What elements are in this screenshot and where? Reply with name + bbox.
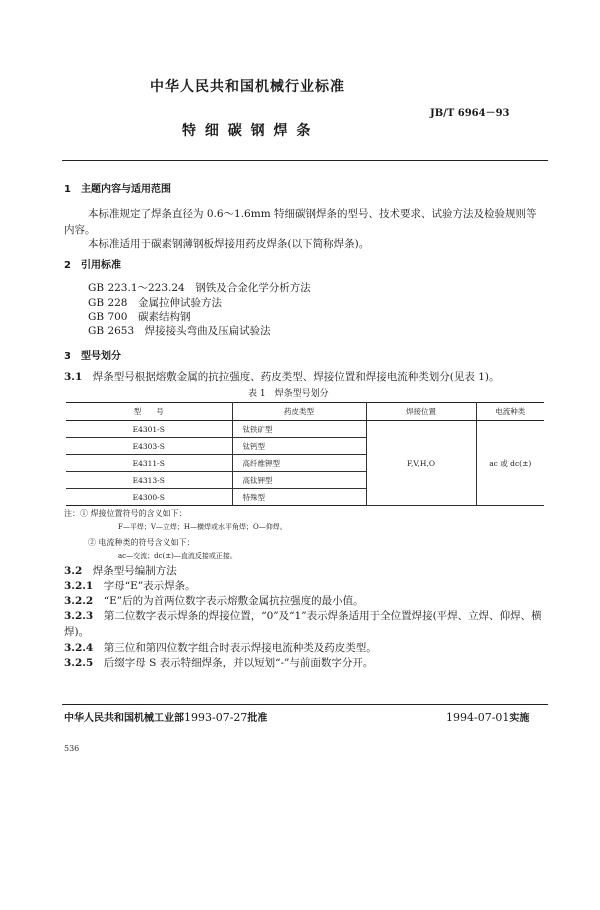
clause-item-continuation: 焊)。 [64,626,90,638]
section-1-para1-line1: 本标准规定了焊条直径为 0.6～1.6mm 特细碳钢焊条的型号、技术要求、试验方法及检验规则等 [88,208,537,220]
table-note-2: ② 电流种类的符号含义如下： [88,538,195,547]
header-coating: 药皮类型 [232,403,366,421]
cell-model: E4300-S [66,489,232,506]
section-1-heading: 1 主题内容与适用范围 [64,184,171,195]
header-current: 电流种类 [476,403,544,421]
cell-coating: 钛铁矿型 [232,421,366,438]
section-2-heading: 2 引用标准 [64,260,121,271]
standard-number: JB/T 6964－93 [430,108,510,119]
cell-coating: 特殊型 [232,489,366,506]
table-note-1-detail: F—平焊；V—立焊；H—横焊或水平角焊；O—仰焊。 [118,523,287,531]
clause-item: 3.2.3 第二位数字表示焊条的焊接位置，“0”及“1”表示焊条适用于全位置焊接(平焊、立焊、仰焊、横 [64,610,542,622]
clause-3-2-heading: 3.2 焊条型号编制方法 [64,565,177,577]
document-title: 特 细 碳 钢 焊 条 [182,123,313,139]
cell-model: E4301-S [66,421,232,438]
reference-item: GB 700 碳素结构钢 [88,311,191,323]
header-position: 焊接位置 [366,403,476,421]
header-model: 型 号 [66,403,232,421]
table-header-row [66,403,544,421]
header-rule [62,160,548,161]
reference-item: GB 228 金属拉伸试验方法 [88,297,222,309]
section-1-para1-line2: 内容。 [64,224,96,236]
table-row [66,421,544,438]
cell-current: ac 或 dc(±) [476,421,544,506]
implementation-line: 1994-07-01实施 [446,711,530,724]
approval-line: 中华人民共和国机械工业部1993-07-27批准 [64,711,268,724]
clause-item: 3.2.4 第三位和第四位数字组合时表示焊接电流种类及药皮类型。 [64,642,377,654]
cell-model: E4311-S [66,455,232,472]
cell-coating: 高钛钾型 [232,472,366,489]
reference-item: GB 2653 焊接接头弯曲及压扁试验法 [88,325,271,337]
cell-coating: 钛钙型 [232,438,366,455]
cell-model: E4303-S [66,438,232,455]
table-1 [66,402,544,506]
clause-item: 3.2.5 后缀字母 S 表示特细焊条，并以短划“-”与前面数字分开。 [64,657,374,669]
section-1-para2: 本标准适用于碳素钢薄钢板焊接用药皮焊条(以下简称焊条)。 [88,238,370,250]
cell-coating: 高纤维钾型 [232,455,366,472]
cell-model: E4313-S [66,472,232,489]
reference-item: GB 223.1～223.24 钢铁及合金化学分析方法 [88,282,311,294]
footer-rule [62,704,548,705]
clause-item: 3.2.2 “E”后的为首两位数字表示熔敷金属抗拉强度的最小值。 [64,595,364,607]
issuing-organization: 中华人民共和国机械行业标准 [150,79,345,95]
table-1-caption: 表 1 焊条型号划分 [248,389,329,399]
cell-position: F,V,H,O [366,421,476,506]
table-note-1: 注：① 焊接位置符号的含义如下： [64,509,187,518]
page-number: 536 [64,744,80,753]
clause-item: 3.2.1 字母“E”表示焊条。 [64,580,196,592]
clause-3-1: 3.1 焊条型号根据熔敷金属的抗拉强度、药皮类型、焊接位置和焊接电流种类划分(见表 1)。 [64,371,500,383]
table-note-2-detail: ac—交流；dc(±)—直流反接或正接。 [118,552,237,560]
section-3-heading: 3 型号划分 [64,351,121,362]
